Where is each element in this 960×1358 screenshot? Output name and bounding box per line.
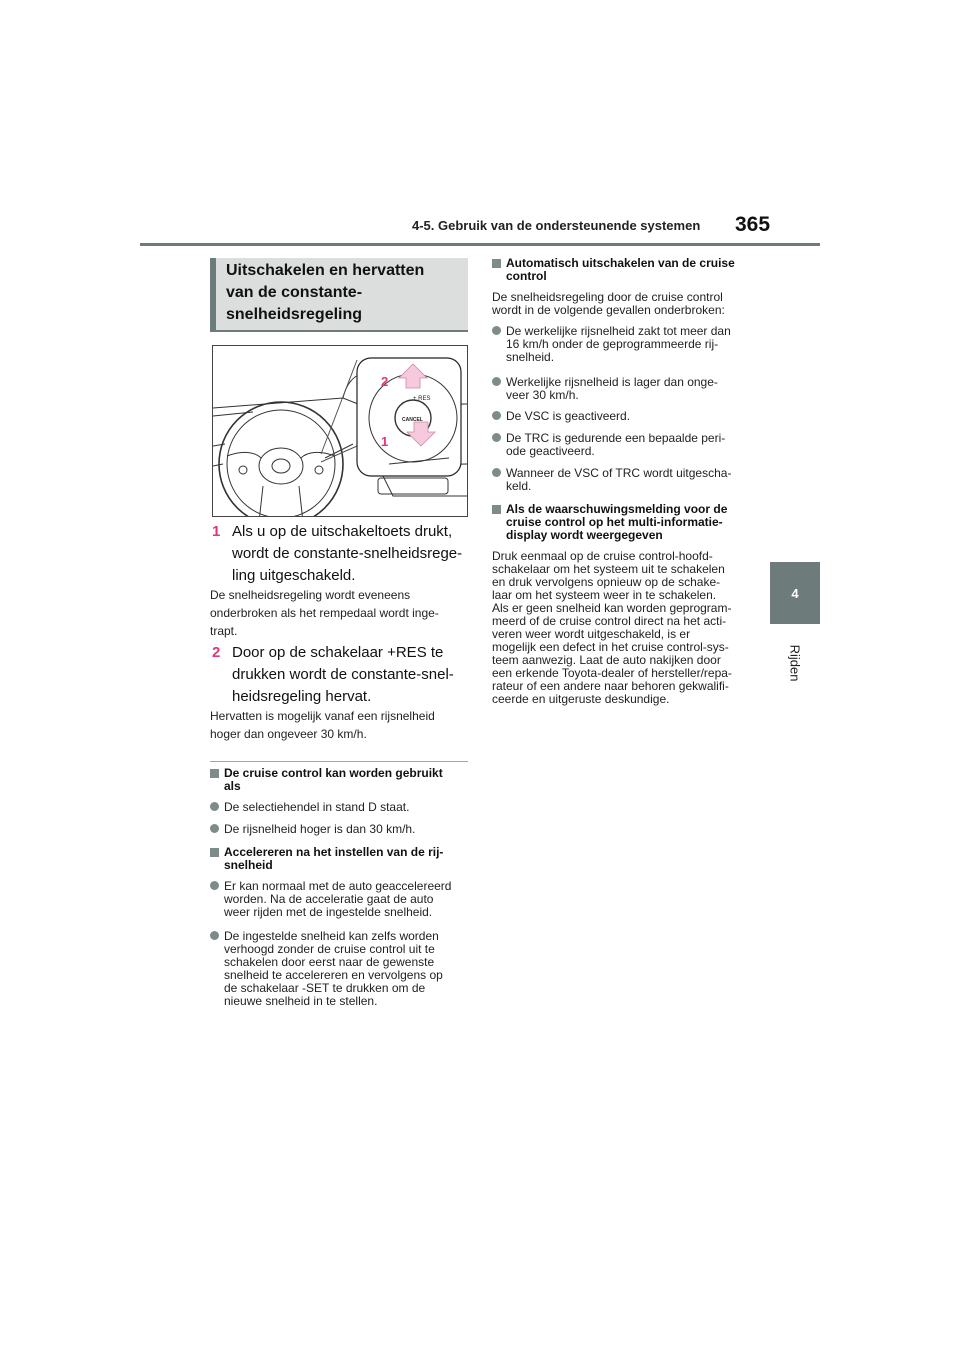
bullet-line: snelheid te accelereren en vervolgens op bbox=[224, 968, 443, 982]
bullet-line: De TRC is gedurende een bepaalde peri- bbox=[506, 431, 726, 445]
round-bullet-icon bbox=[492, 468, 501, 477]
list-item bbox=[210, 823, 470, 836]
heading-line: De cruise control kan worden gebruikt bbox=[224, 766, 443, 780]
body-paragraph bbox=[492, 550, 762, 706]
para-line: wordt in de volgende gevallen onderbroken: bbox=[492, 303, 725, 317]
heading-line: display wordt weergegeven bbox=[506, 528, 663, 542]
bullet-line: schakelen door eerst naar de gewenste bbox=[224, 955, 435, 969]
para-line: veren weer wordt uitgeschakeld, is er bbox=[492, 627, 691, 641]
bullet-line: verhoogd zonder de cruise control uit te bbox=[224, 942, 435, 956]
note-line: De snelheidsregeling wordt eveneens bbox=[210, 588, 411, 602]
heading-line: als bbox=[224, 779, 241, 793]
callout-1: 1 bbox=[381, 434, 389, 449]
note-line: onderbroken als het rempedaal wordt inge- bbox=[210, 606, 439, 620]
list-item bbox=[492, 376, 762, 402]
round-bullet-icon bbox=[492, 433, 501, 442]
list-item bbox=[492, 410, 762, 423]
bullet-line: weer rijden met de ingestelde snelheid. bbox=[224, 905, 433, 919]
bullet-line: Er kan normaal met de auto geaccelereerd bbox=[224, 879, 452, 893]
para-line: schakelaar om het systeem uit te schakelen bbox=[492, 562, 725, 576]
header-divider bbox=[140, 243, 820, 246]
round-bullet-icon bbox=[210, 931, 219, 940]
step-1 bbox=[212, 521, 472, 591]
section-heading-line: snelheidsregeling bbox=[226, 306, 363, 323]
section-heading-underline bbox=[210, 330, 468, 332]
round-bullet-icon bbox=[492, 411, 501, 420]
round-bullet-icon bbox=[210, 802, 219, 811]
round-bullet-icon bbox=[492, 377, 501, 386]
para-line: laar om het systeem weer in te schakelen. bbox=[492, 588, 717, 602]
step-number: 1 bbox=[212, 523, 221, 540]
list-item bbox=[210, 880, 472, 919]
para-line: ceerde en uitgeruste deskundige. bbox=[492, 692, 670, 706]
steering-wheel-illustration bbox=[212, 345, 468, 517]
square-bullet-icon bbox=[210, 769, 219, 778]
para-line: rateur of een andere naar behoren gekwalifi- bbox=[492, 679, 729, 693]
para-line: teem aanwezig. Laat de auto nakijken door bbox=[492, 653, 721, 667]
info-heading bbox=[492, 503, 762, 542]
bullet-line: De rijsnelheid hoger is dan 30 km/h. bbox=[224, 822, 416, 836]
chapter-tab-label: Rijden bbox=[787, 644, 803, 682]
intro-paragraph bbox=[492, 291, 762, 317]
bullet-line: nieuwe snelheid in te stellen. bbox=[224, 994, 378, 1008]
section-heading-line: van de constante- bbox=[226, 284, 363, 301]
section-heading-box bbox=[210, 258, 468, 330]
list-item bbox=[210, 801, 470, 814]
step-line: ling uitgeschakeld. bbox=[232, 567, 356, 584]
step-line: heidsregeling hervat. bbox=[232, 688, 372, 705]
heading-line: Automatisch uitschakelen van de cruise bbox=[506, 256, 735, 270]
step-line: wordt de constante-snelheidsrege- bbox=[232, 545, 463, 562]
square-bullet-icon bbox=[210, 848, 219, 857]
bullet-line: de schakelaar -SET te drukken om de bbox=[224, 981, 426, 995]
round-bullet-icon bbox=[492, 326, 501, 335]
step-2-note bbox=[210, 707, 472, 743]
para-line: Als er geen snelheid kan worden geprogram- bbox=[492, 601, 732, 615]
bullet-line: De selectiehendel in stand D staat. bbox=[224, 800, 410, 814]
bullet-line: ode geactiveerd. bbox=[506, 444, 595, 458]
square-bullet-icon bbox=[492, 505, 501, 514]
step-number: 2 bbox=[212, 644, 221, 661]
step-2 bbox=[212, 642, 472, 712]
step-line: drukken wordt de constante-snel- bbox=[232, 666, 454, 683]
section-heading-line: Uitschakelen en hervatten bbox=[226, 262, 425, 279]
heading-line: Accelereren na het instellen van de rij- bbox=[224, 845, 444, 859]
chapter-tab-number: 4 bbox=[770, 562, 820, 624]
cancel-button-label: CANCEL bbox=[402, 417, 423, 423]
info-heading bbox=[492, 257, 762, 283]
note-line: trapt. bbox=[210, 624, 238, 638]
page-number: 365 bbox=[735, 213, 771, 236]
list-item bbox=[492, 432, 762, 458]
bullet-line: De VSC is geactiveerd. bbox=[506, 409, 631, 423]
bullet-line: veer 30 km/h. bbox=[506, 388, 579, 402]
bullet-line: De ingestelde snelheid kan zelfs worden bbox=[224, 929, 439, 943]
para-line: Druk eenmaal op de cruise control-hoofd- bbox=[492, 549, 713, 563]
heading-line: Als de waarschuwingsmelding voor de bbox=[506, 502, 728, 516]
heading-line: control bbox=[506, 269, 547, 283]
bullet-line: Werkelijke rijsnelheid is lager dan onge- bbox=[506, 375, 718, 389]
list-item bbox=[492, 467, 762, 493]
callout-2: 2 bbox=[381, 374, 389, 389]
para-line: mogelijk een defect in het cruise control-sys- bbox=[492, 640, 729, 654]
note-line: hoger dan ongeveer 30 km/h. bbox=[210, 727, 367, 741]
para-line: De snelheidsregeling door de cruise control bbox=[492, 290, 723, 304]
bullet-line: Wanneer de VSC of TRC wordt uitgescha- bbox=[506, 466, 732, 480]
round-bullet-icon bbox=[210, 881, 219, 890]
bullet-line: snelheid. bbox=[506, 350, 555, 364]
bullet-line: worden. Na de acceleratie gaat de auto bbox=[224, 892, 434, 906]
para-line: een erkende Toyota-dealer of hersteller/repa- bbox=[492, 666, 732, 680]
bullet-line: keld. bbox=[506, 479, 532, 493]
list-item bbox=[210, 930, 472, 1008]
list-item bbox=[492, 325, 762, 364]
square-bullet-icon bbox=[492, 259, 501, 268]
round-bullet-icon bbox=[210, 824, 219, 833]
info-heading bbox=[210, 767, 470, 793]
para-line: meerd of de cruise control direct na het acti- bbox=[492, 614, 727, 628]
heading-line: cruise control op het multi-informatie- bbox=[506, 515, 723, 529]
section-separator bbox=[210, 761, 468, 762]
bullet-line: De werkelijke rijsnelheid zakt tot meer dan bbox=[506, 324, 731, 338]
chapter-title: 4-5. Gebruik van de ondersteunende systemen bbox=[412, 218, 701, 233]
step-line: Door op de schakelaar +RES te bbox=[232, 644, 444, 661]
bullet-line: 16 km/h onder de geprogrammeerde rij- bbox=[506, 337, 719, 351]
res-button-label: + RES bbox=[413, 396, 431, 402]
note-line: Hervatten is mogelijk vanaf een rijsnelheid bbox=[210, 709, 435, 723]
info-heading bbox=[210, 846, 470, 872]
heading-line: snelheid bbox=[224, 858, 273, 872]
para-line: en druk vervolgens opnieuw op de schake- bbox=[492, 575, 721, 589]
step-1-note bbox=[210, 586, 472, 640]
steering-wheel-drawing bbox=[213, 346, 468, 517]
step-line: Als u op de uitschakeltoets drukt, bbox=[232, 523, 453, 540]
